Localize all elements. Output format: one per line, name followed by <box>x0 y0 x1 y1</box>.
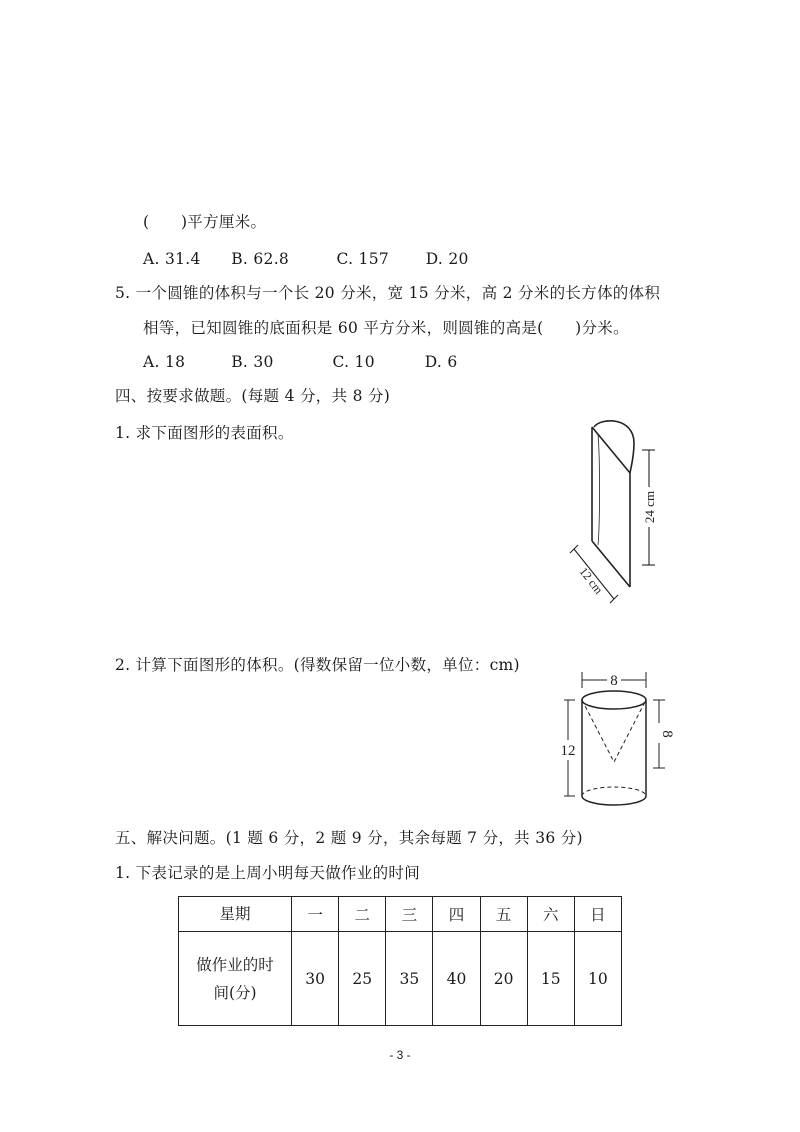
table-value-cell: 20 <box>480 932 527 1026</box>
table-value-cell: 25 <box>339 932 386 1026</box>
table-day-cell: 三 <box>386 897 433 932</box>
table-row-label <box>179 932 292 1026</box>
table-day-cell: 二 <box>339 897 386 932</box>
table-value-cell: 30 <box>292 932 339 1026</box>
q4-option-c: C. 157 <box>336 250 390 268</box>
table-day-cell: 六 <box>527 897 574 932</box>
page-number: - 3 - <box>389 1048 411 1062</box>
section4-heading: 四、按要求做题。(每题 4 分，共 8 分) <box>115 387 391 405</box>
section5-q1-text: 1. 下表记录的是上周小明每天做作业的时间 <box>115 864 421 882</box>
section5-heading: 五、解决问题。(1 题 6 分，2 题 9 分，其余每题 7 分，共 36 分) <box>115 829 583 847</box>
table-value-cell: 40 <box>433 932 480 1026</box>
table-header-row <box>179 897 622 932</box>
q4-option-d: D. 20 <box>425 250 469 268</box>
section4-q1-text: 1. 求下面图形的表面积。 <box>115 424 294 442</box>
table-header-label: 星期 <box>179 897 292 932</box>
cylinder-cone-figure <box>555 668 673 816</box>
q5-text-line2: 相等，已知圆锥的底面积是 60 平方分米，则圆锥的高是( )分米。 <box>143 319 629 337</box>
q5-text-line1: 5. 一个圆锥的体积与一个长 20 分米，宽 15 分米，高 2 分米的长方体的体积 <box>115 284 661 302</box>
table-day-cell: 四 <box>433 897 480 932</box>
q5-option-c: C. 10 <box>332 353 375 371</box>
fig2-left-label: 12 <box>560 743 576 759</box>
q4-options <box>143 249 469 269</box>
table-day-cell: 五 <box>480 897 527 932</box>
fig2-right-label: 8 <box>659 730 675 738</box>
fig1-diameter-label: 12 cm <box>576 564 606 597</box>
fig1-height-label: 24 cm <box>642 490 657 524</box>
q5-options <box>143 352 458 372</box>
q5-option-a: A. 18 <box>143 353 186 371</box>
q4-option-a: A. 31.4 <box>143 250 201 268</box>
fig2-top-label: 8 <box>610 673 618 689</box>
table-value-cell: 35 <box>386 932 433 1026</box>
table-day-cell: 日 <box>574 897 621 932</box>
homework-time-table <box>178 896 622 1026</box>
q4-option-b: B. 62.8 <box>231 250 290 268</box>
q4-answer-line: ( )平方厘米。 <box>143 213 267 231</box>
row-label-line1: 做作业的时 <box>196 955 274 974</box>
q5-option-b: B. 30 <box>231 353 274 371</box>
half-cylinder-figure <box>560 415 670 607</box>
table-day-cell: 一 <box>292 897 339 932</box>
section4-q2-text: 2. 计算下面图形的体积。(得数保留一位小数，单位：cm) <box>115 656 520 674</box>
table-value-cell: 10 <box>574 932 621 1026</box>
table-value-row <box>179 932 622 1026</box>
row-label-line2: 间(分) <box>213 983 257 1002</box>
table-value-cell: 15 <box>527 932 574 1026</box>
q5-option-d: D. 6 <box>424 353 458 371</box>
